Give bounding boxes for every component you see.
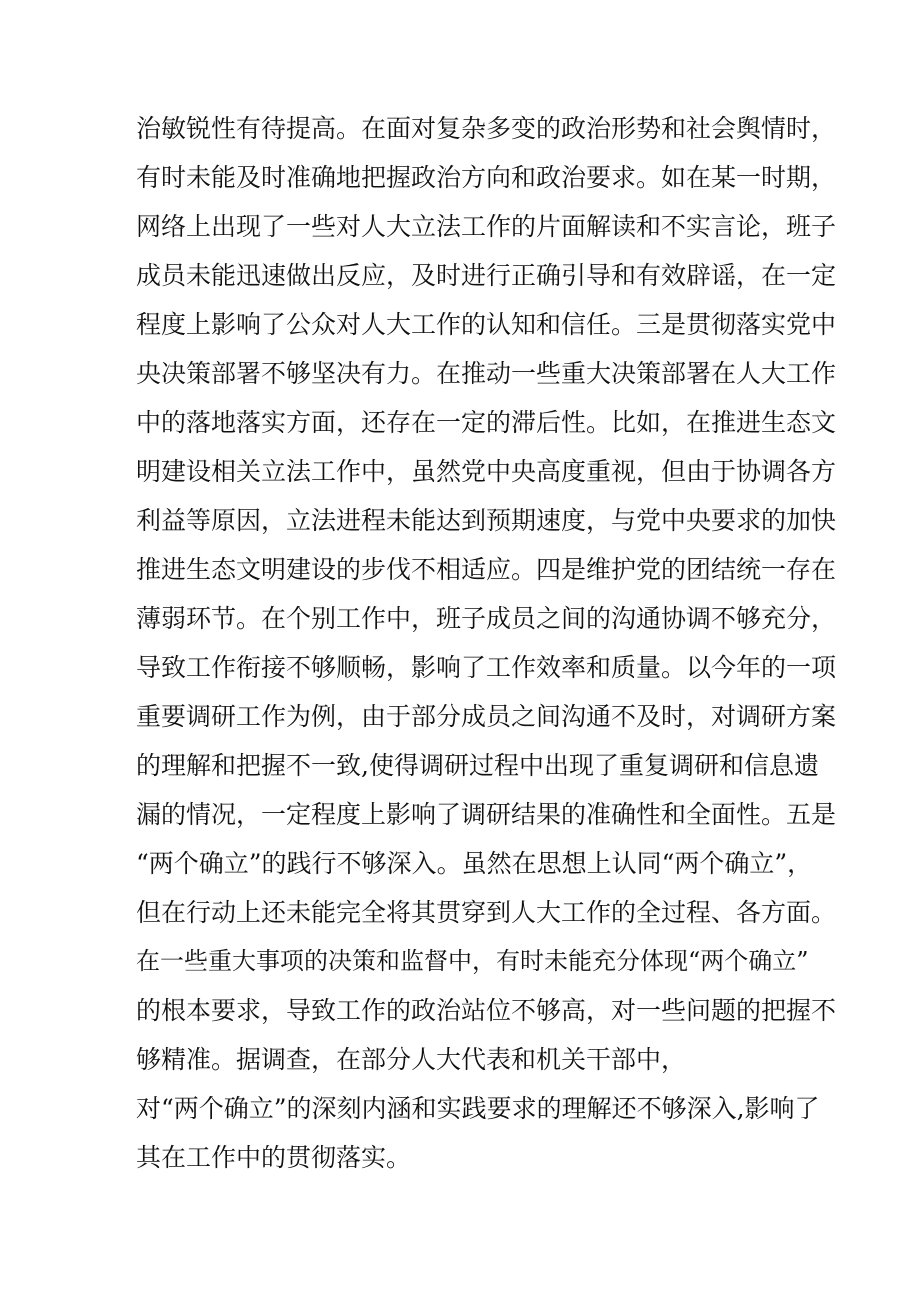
text-line: 但在行动上还未能完全将其贯穿到人大工作的全过程、各方面。 [136, 898, 837, 927]
text-line: 推进生态文明建设的步伐不相适应。四是维护党的团结统一存在 [136, 555, 837, 584]
text-line: 其在工作中的贯彻落实。 [136, 1143, 412, 1172]
text-line: 明建设相关立法工作中，虽然党中央高度重视，但由于协调各方 [136, 457, 837, 486]
text-line: 漏的情况，一定程度上影响了调研结果的准确性和全面性。五是 [136, 800, 837, 829]
text-line: 程度上影响了公众对人大工作的认知和信任。三是贯彻落实党中 [136, 310, 837, 339]
text-line: 的理解和把握不一致,使得调研过程中出现了重复调研和信息遗 [136, 751, 819, 780]
text-line: 对“两个确立”的深刻内涵和实践要求的理解还不够深入,影响了 [136, 1094, 820, 1123]
text-line: 有时未能及时准确地把握政治方向和政治要求。如在某一时期， [136, 163, 837, 192]
text-line: “两个确立”的践行不够深入。虽然在思想上认同“两个确立”， [136, 849, 813, 878]
text-line: 薄弱环节。在个别工作中，班子成员之间的沟通协调不够充分， [136, 604, 837, 633]
body-text [136, 104, 837, 1182]
text-line: 治敏锐性有待提高。在面对复杂多变的政治形势和社会舆情时， [136, 114, 837, 143]
text-line: 重要调研工作为例，由于部分成员之间沟通不及时，对调研方案 [136, 702, 837, 731]
text-line: 利益等原因，立法进程未能达到预期速度，与党中央要求的加快 [136, 506, 837, 535]
text-line: 导致工作衔接不够顺畅，影响了工作效率和质量。以今年的一项 [136, 653, 837, 682]
text-line: 够精准。据调查，在部分人大代表和机关干部中， [136, 1045, 687, 1074]
text-line: 成员未能迅速做出反应，及时进行正确引导和有效辟谣，在一定 [136, 261, 837, 290]
text-line: 央决策部署不够坚决有力。在推动一些重大决策部署在人大工作 [136, 359, 837, 388]
text-line: 中的落地落实方面，还存在一定的滞后性。比如，在推进生态文 [136, 408, 837, 437]
text-line: 在一些重大事项的决策和监督中，有时未能充分体现“两个确立” [136, 947, 809, 975]
text-line: 的根本要求，导致工作的政治站位不够高，对一些问题的把握不 [136, 996, 837, 1025]
text-line: 网络上出现了一些对人大立法工作的片面解读和不实言论，班子 [136, 212, 837, 241]
